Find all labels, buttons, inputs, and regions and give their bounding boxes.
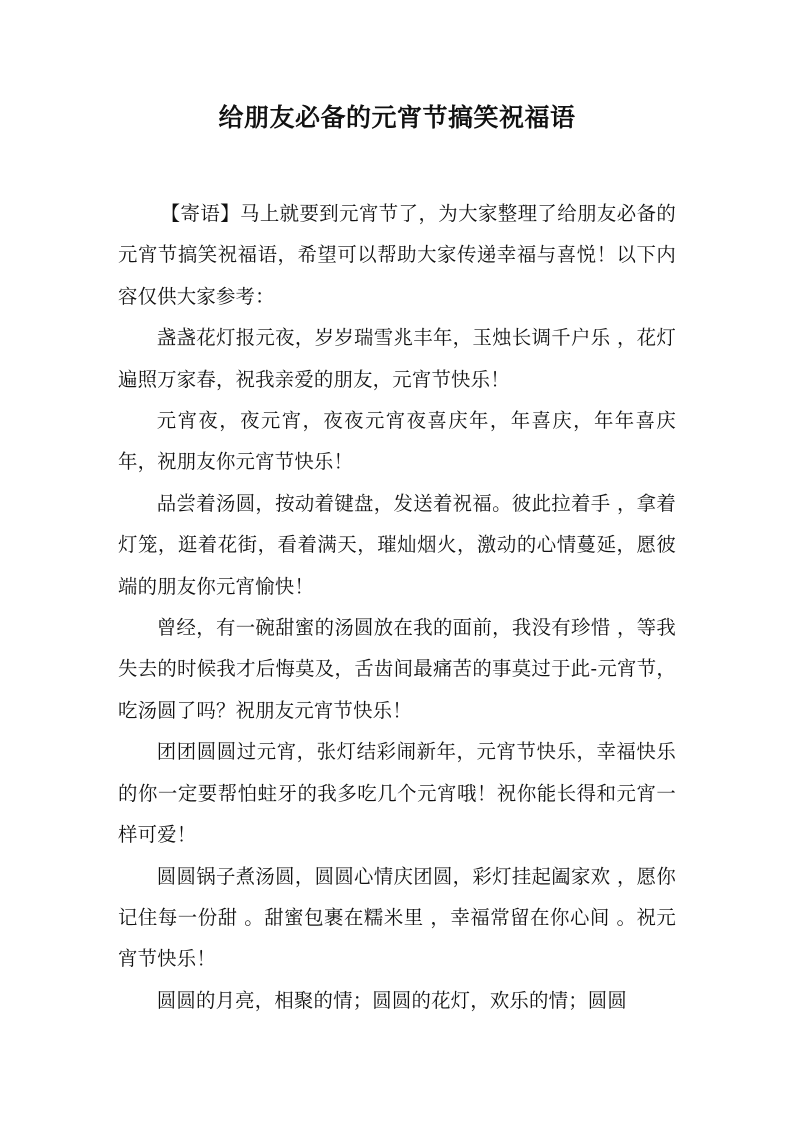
paragraph-intro: 【寄语】马上就要到元宵节了，为大家整理了给朋友必备的元宵节搞笑祝福语，希望可以帮助大家传递幸福与喜悦！以下内容仅供大家参考： [118,202,676,308]
paragraph: 品尝着汤圆，按动着键盘，发送着祝福。彼此拉着手 ，拿着灯笼，逛着花街，看着满天，璀灿烟火，激动的心情蔓延，愿彼端的朋友你元宵愉快！ [118,491,676,598]
document-title: 给朋友必备的元宵节搞笑祝福语 [218,103,576,132]
paragraph: 元宵夜，夜元宵，夜夜元宵夜喜庆年，年喜庆，年年喜庆年，祝朋友你元宵节快乐！ [118,409,676,474]
document-body [118,193,676,1021]
paragraph: 曾经，有一碗甜蜜的汤圆放在我的面前，我没有珍惜 ，等我失去的时候我才后悔莫及，舌齿间最痛苦的事莫过于此-元宵节，吃汤圆了吗？祝朋友元宵节快乐！ [118,616,676,722]
paragraph: 盏盏花灯报元夜，岁岁瑞雪兆丰年，玉烛长调千户乐 ，花灯遍照万家春，祝我亲爱的朋友，元宵节快乐！ [118,326,676,391]
paragraph: 团团圆圆过元宵，张灯结彩闹新年，元宵节快乐，幸福快乐的你一定要帮怕蛀牙的我多吃几个元宵哦！祝你能长得和元宵一样可爱！ [118,740,676,847]
paragraph: 圆圆的月亮，相聚的情；圆圆的花灯，欢乐的情；圆圆 [156,988,627,1012]
paragraph: 圆圆锅子煮汤圆，圆圆心情庆团圆，彩灯挂起阖家欢 ，愿你记住每一份甜 。甜蜜包裹在糯米里 ，幸福常留在你心间 。祝元宵节快乐！ [118,864,676,971]
